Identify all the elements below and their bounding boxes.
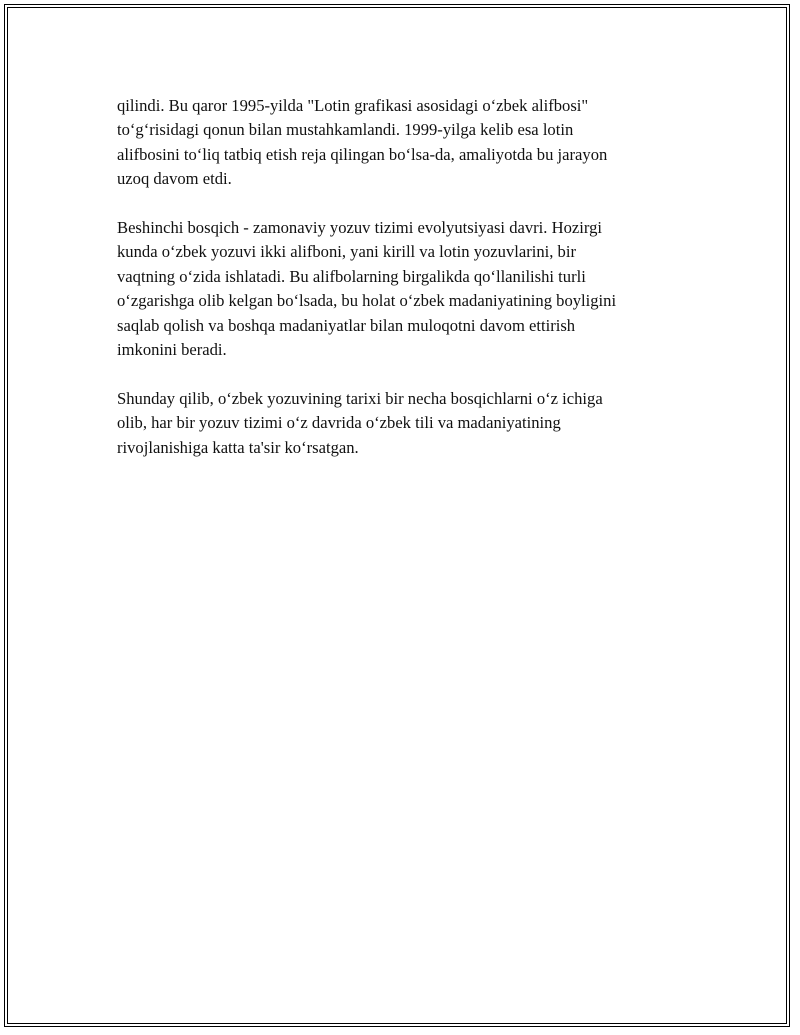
text-line: imkonini beradi.	[117, 340, 227, 360]
paragraph-2	[117, 216, 677, 362]
text-line: saqlab qolish va boshqa madaniyatlar bilan muloqotni davom ettirish	[117, 315, 576, 335]
paragraph-3	[117, 387, 677, 460]
text-line: kunda o‘zbek yozuvi ikki alifboni, yani kirill va lotin yozuvlarini, bir	[117, 242, 576, 262]
text-line: alifbosini to‘liq tatbiq etish reja qilingan bo‘lsa-da, amaliyotda bu jarayon	[117, 144, 608, 164]
text-line: vaqtning o‘zida ishlatadi. Bu alifbolarning birgalikda qo‘llanilishi turli	[117, 266, 586, 286]
text-line: Beshinchi bosqich - zamonaviy yozuv tizimi evolyutsiyasi davri. Hozirgi	[117, 218, 602, 238]
text-line: qilindi. Bu qaror 1995-yilda "Lotin grafikasi asosidagi o‘zbek alifbosi"	[117, 96, 589, 115]
document-body	[117, 94, 677, 484]
text-line: Shunday qilib, o‘zbek yozuvining tarixi bir necha bosqichlarni o‘z ichiga	[117, 388, 603, 408]
paragraph-1	[117, 94, 677, 192]
text-line: o‘zgarishga olib kelgan bo‘lsada, bu holat o‘zbek madaniyatining boyligini	[117, 291, 617, 311]
text-line: olib, har bir yozuv tizimi o‘z davrida o‘zbek tili va madaniyatining	[117, 413, 561, 433]
text-line: uzoq davom etdi.	[117, 169, 232, 189]
text-line: rivojlanishiga katta ta'sir ko‘rsatgan.	[117, 437, 359, 457]
text-line: to‘g‘risidagi qonun bilan mustahkamlandi. 1999-yilga kelib esa lotin	[117, 120, 574, 140]
